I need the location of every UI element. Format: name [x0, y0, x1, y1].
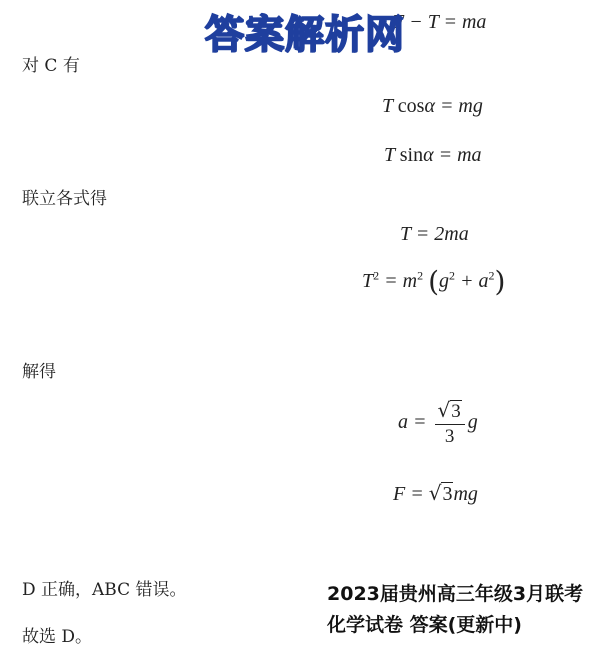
- eq4-lhs-exp: 2: [373, 268, 380, 283]
- equation-a-value: [398, 398, 478, 449]
- equation-t-2ma: T = 2ma: [400, 223, 469, 245]
- eq2-rhs: = ma: [438, 144, 482, 166]
- radical-sign: √: [428, 481, 442, 505]
- text-choice: 故选 D。: [22, 627, 93, 647]
- eq5-sqrt: √3: [437, 398, 461, 422]
- eq5-denominator: 3: [444, 426, 455, 447]
- eq6-sqrt: √3: [428, 481, 453, 505]
- equation-f-minus-t: F − T = ma: [392, 11, 487, 33]
- eq2-lhs: T: [384, 144, 395, 166]
- eq5-tail: g: [467, 411, 478, 434]
- eq5-lhs: a =: [398, 411, 427, 434]
- exam-badge: [327, 579, 583, 641]
- eq4-open-paren: (: [428, 265, 440, 298]
- equation-t-squared: [362, 265, 505, 298]
- eq4-lhs: T: [362, 270, 374, 292]
- eq6-lhs: F =: [393, 483, 424, 505]
- text-combine: 联立各式得: [22, 189, 107, 209]
- text-conclusion: D 正确，ABC 错误。: [22, 580, 187, 600]
- eq2-func: sin: [399, 144, 424, 166]
- eq1-var: α: [424, 95, 435, 117]
- text-solve: 解得: [22, 362, 56, 382]
- eq4-eq: = m: [384, 270, 418, 292]
- eq4-a-exp: 2: [488, 268, 495, 283]
- eq4-plus: + a: [460, 270, 489, 292]
- eq4-g-exp: 2: [449, 268, 456, 283]
- text-for-c: 对 C 有: [22, 56, 80, 76]
- badge-line-1: 2023届贵州高三年级3月联考: [327, 583, 584, 605]
- eq1-lhs: T: [382, 95, 393, 117]
- equation-f-value: [393, 481, 478, 506]
- eq4-m-exp: 2: [417, 268, 424, 283]
- equation-t-sin: [384, 144, 482, 167]
- eq5-fraction: [435, 398, 465, 449]
- eq4-g: g: [439, 270, 450, 292]
- eq5-numerator: [435, 398, 465, 425]
- eq1-rhs: = mg: [439, 95, 483, 117]
- eq4-close-paren: ): [494, 265, 506, 298]
- badge-line-2: 化学试卷 答案(更新中): [327, 614, 522, 636]
- radical-sign: √: [437, 398, 451, 422]
- eq1-func: cos: [397, 95, 425, 117]
- watermark-logo: 答案解析网: [205, 12, 406, 58]
- eq6-tail: mg: [453, 483, 478, 505]
- eq2-var: α: [423, 144, 434, 166]
- equation-t-cos: [382, 95, 483, 118]
